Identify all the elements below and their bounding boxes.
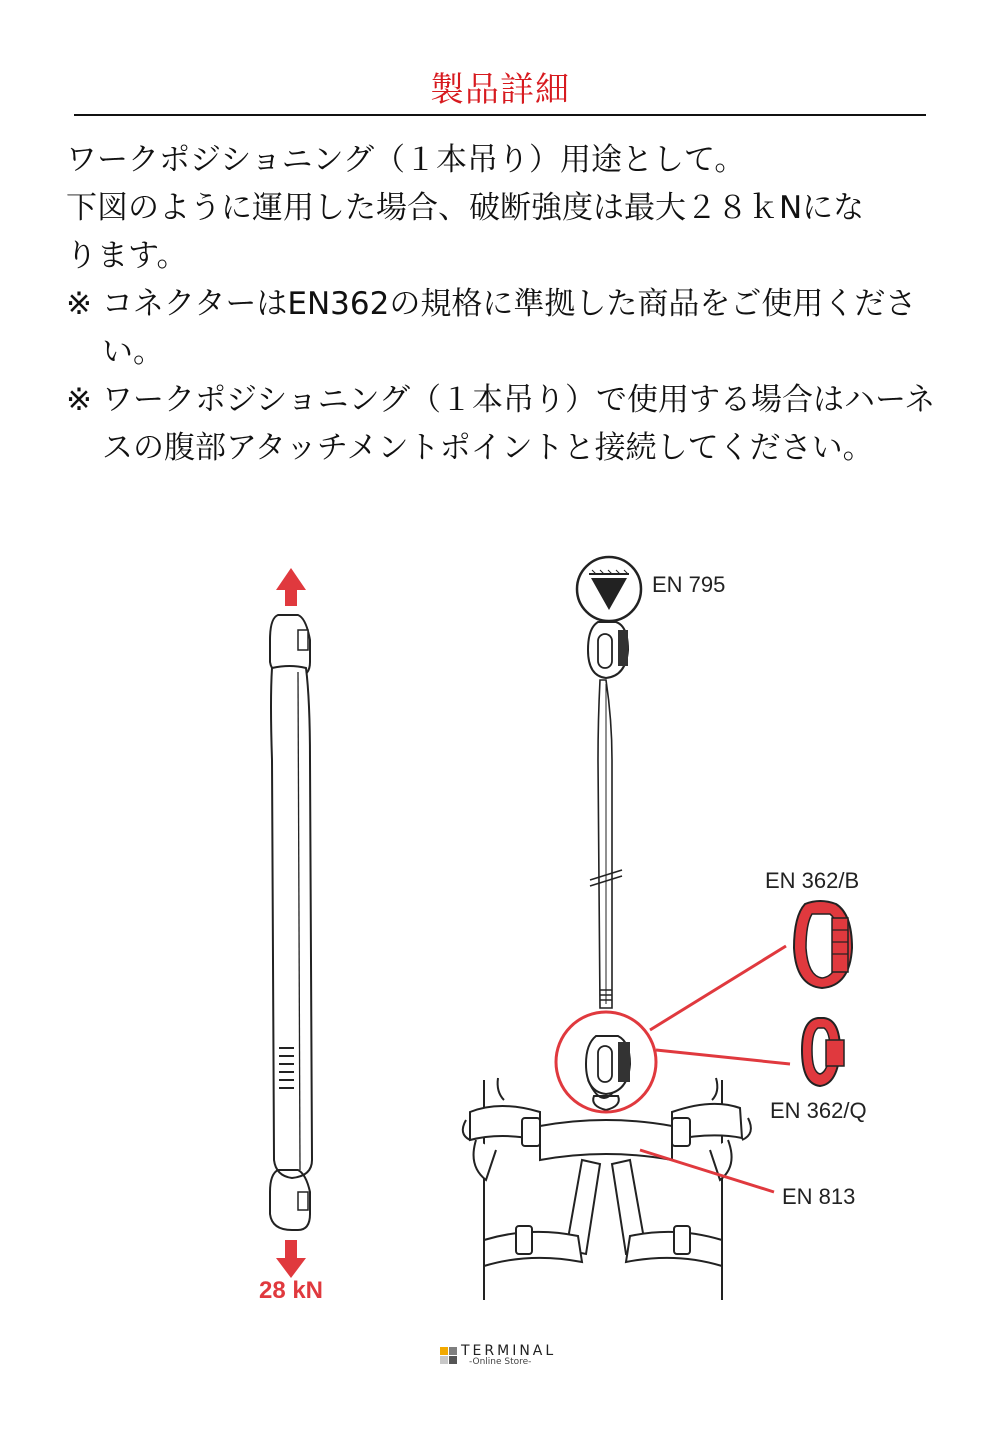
top-connector-icon xyxy=(588,622,628,678)
strength-line-cont: ります。 xyxy=(66,238,188,274)
en362q-label: EN 362/Q xyxy=(770,1098,867,1123)
strength-line: 下図のように運用した場合、破断強度は最大２８ｋNにな xyxy=(66,190,865,226)
attachment-note xyxy=(66,376,946,472)
logo-subtitle: -Online Store- xyxy=(469,1357,532,1367)
main-connector-icon xyxy=(586,1036,630,1110)
lanyard-icon xyxy=(590,680,622,1008)
title-divider xyxy=(74,114,926,116)
note-mark: ※ xyxy=(66,286,92,322)
usage-line: ワークポジショニング（１本吊り）用途として。 xyxy=(66,142,746,178)
up-arrow-icon xyxy=(276,568,306,606)
note-mark: ※ xyxy=(66,382,92,418)
down-arrow-icon xyxy=(276,1240,306,1278)
logo-name: TERMINAL xyxy=(461,1343,557,1359)
sling-strap-icon xyxy=(271,666,312,1178)
description xyxy=(66,136,946,472)
anchor-icon xyxy=(577,557,641,621)
connector-note xyxy=(66,280,946,376)
en362b-label: EN 362/B xyxy=(765,868,860,893)
bottom-carabiner-icon xyxy=(270,1170,310,1230)
store-logo xyxy=(440,1344,556,1367)
usage-diagram xyxy=(0,540,1000,1330)
en813-label: EN 813 xyxy=(782,1184,856,1209)
attachment-note-text: ワークポジショニング（１本吊り）で使用する場合はハーネスの腹部アタッチメントポイントと接続してください。 xyxy=(102,382,936,466)
en795-label: EN 795 xyxy=(652,572,726,597)
sling-test-diagram xyxy=(259,568,323,1304)
harness-system-diagram xyxy=(463,557,867,1300)
oval-carabiner-icon xyxy=(794,901,852,988)
logo-mark-icon xyxy=(440,1347,457,1364)
page-title: 製品詳細 xyxy=(430,70,570,110)
quicklink-icon xyxy=(802,1018,844,1086)
force-label: 28 kN xyxy=(258,1277,324,1304)
connector-note-text: コネクターはEN362の規格に準拠した商品をご使用ください。 xyxy=(102,286,917,370)
